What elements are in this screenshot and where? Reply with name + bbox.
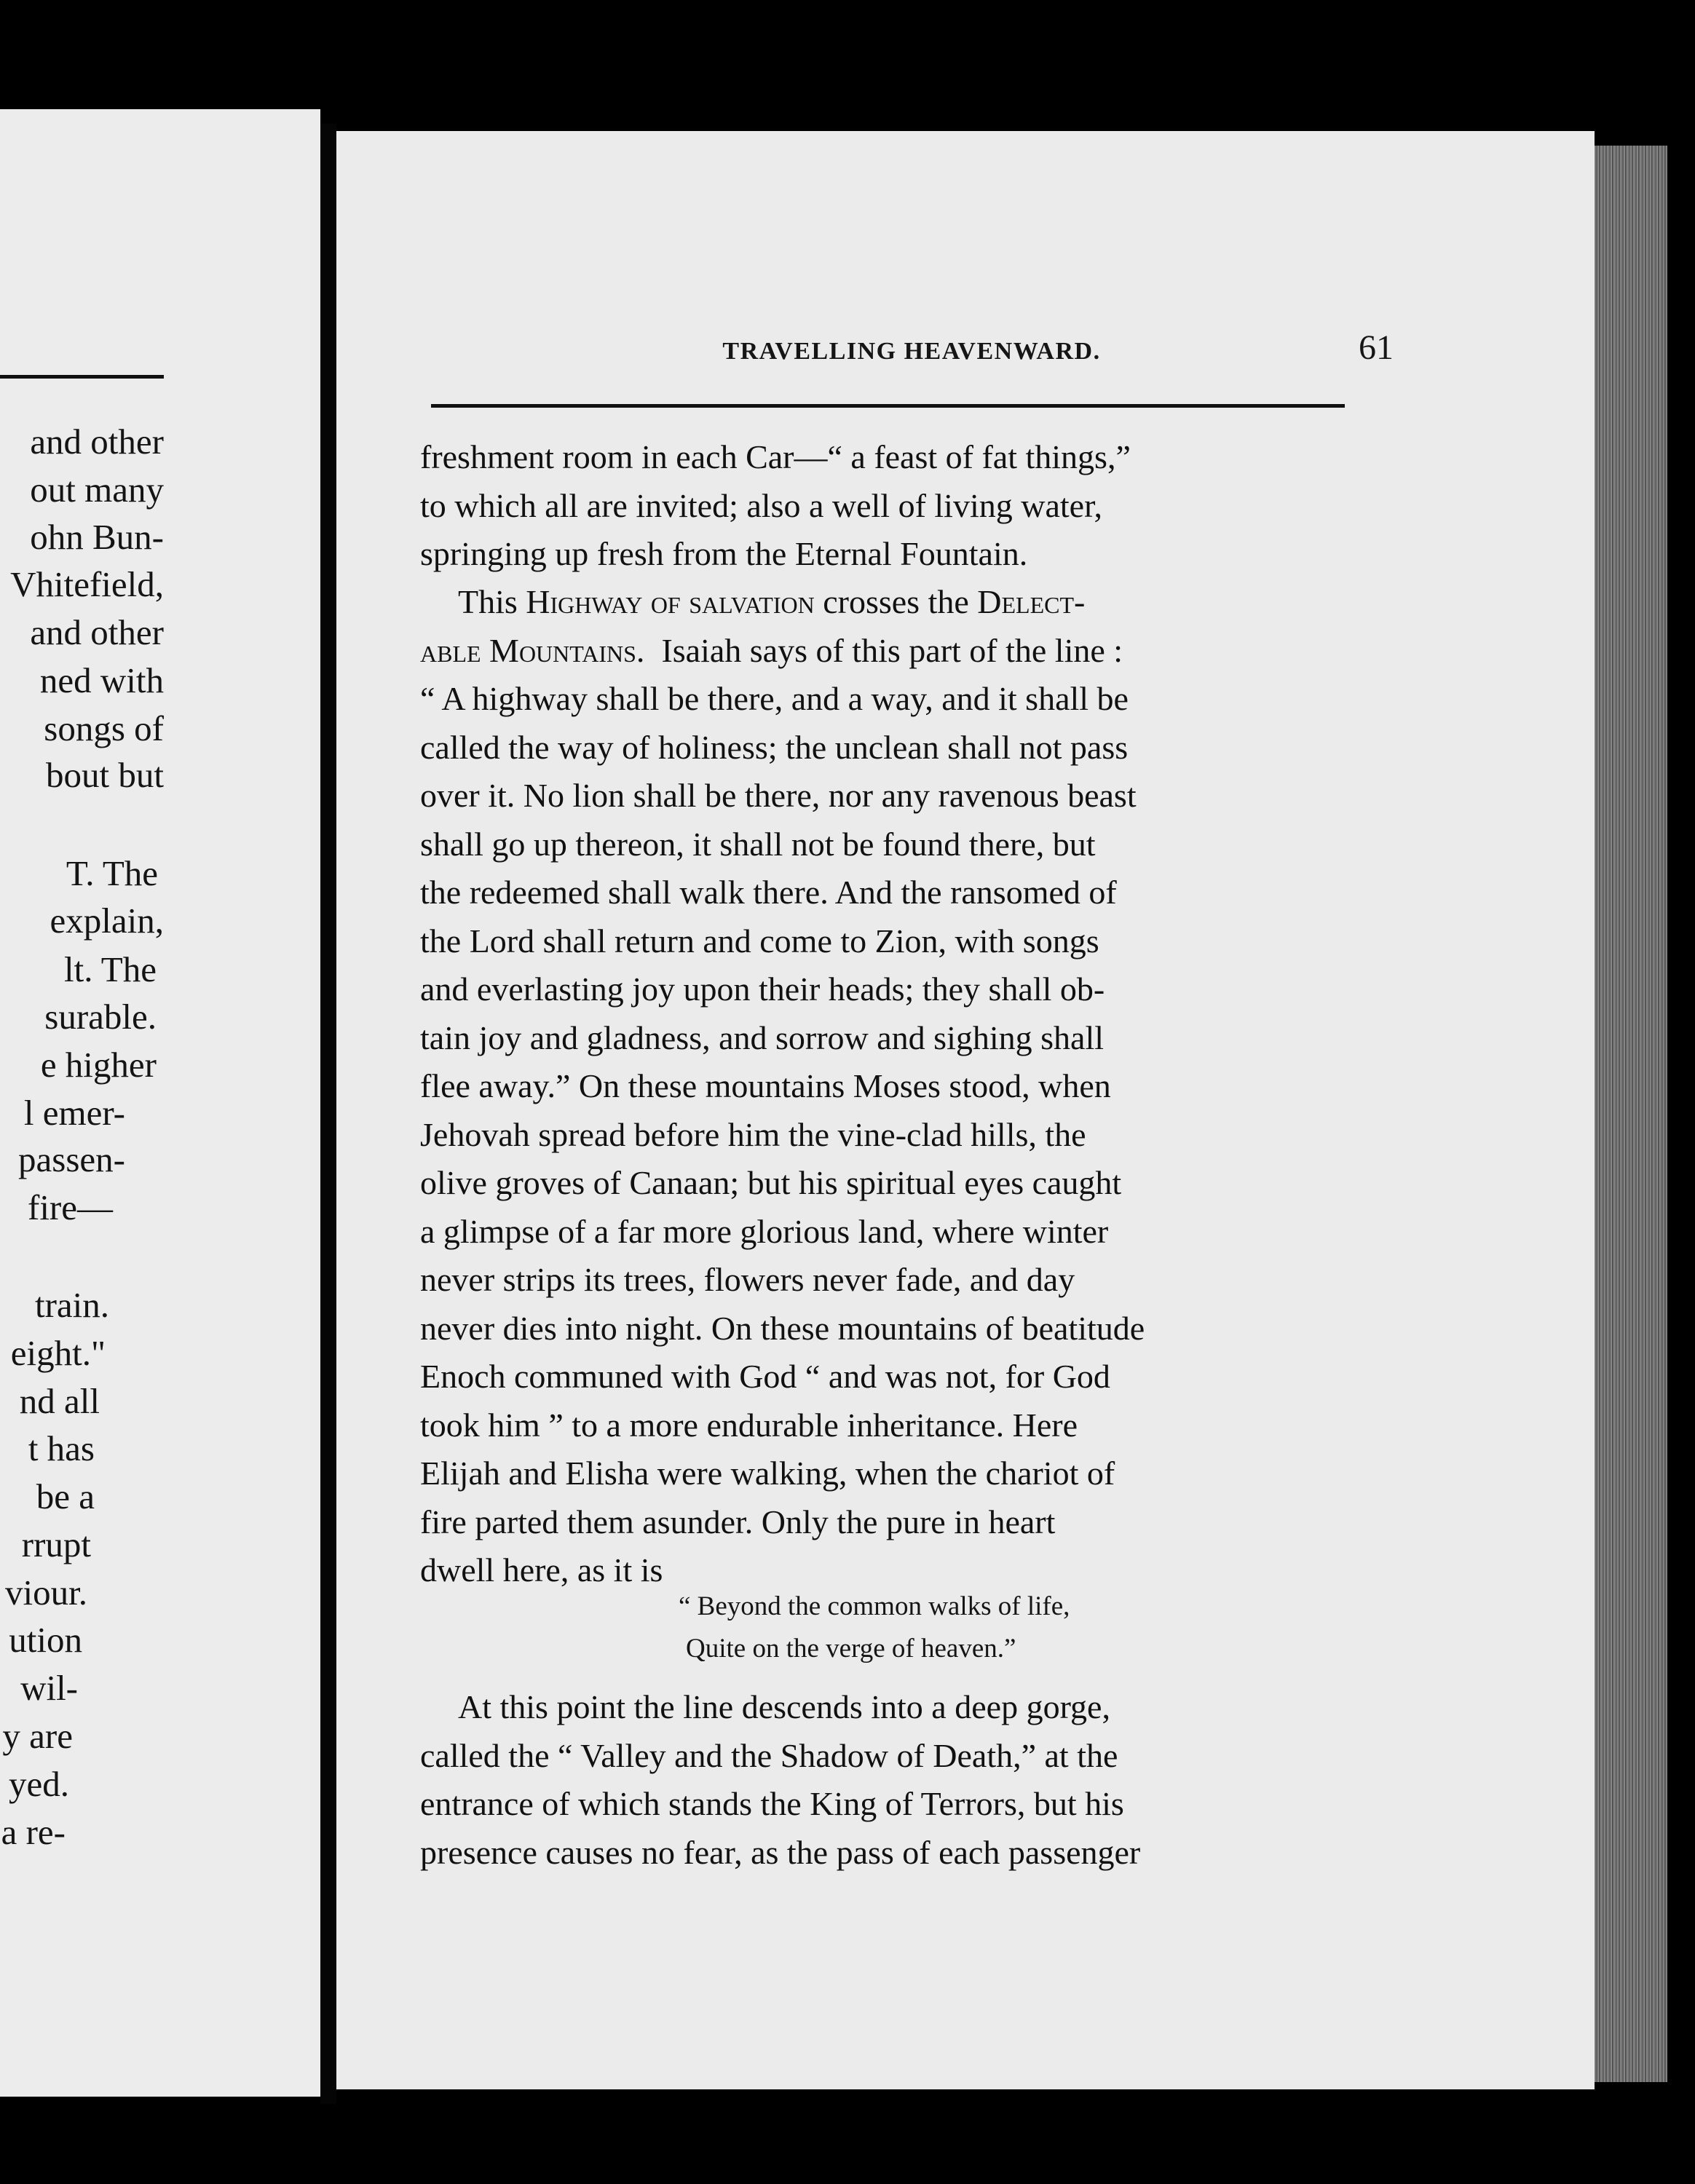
text-line xyxy=(420,965,1345,1014)
paragraph-continuation xyxy=(420,433,1345,579)
left-page-line: y are xyxy=(2,1716,73,1756)
text-fragment: Isaiah says of this part of the line : xyxy=(644,631,1123,669)
left-page-line: train. xyxy=(34,1285,109,1325)
left-page-line: viour. xyxy=(5,1572,87,1613)
text-line xyxy=(420,1683,1345,1732)
text-line xyxy=(420,1208,1345,1257)
left-page-line: ution xyxy=(9,1620,82,1660)
left-page-line: e higher xyxy=(40,1045,157,1085)
page-number: 61 xyxy=(1359,328,1394,367)
text-line xyxy=(420,482,1345,531)
left-page-line: be a xyxy=(36,1476,95,1516)
left-page-line: songs of xyxy=(44,708,164,748)
text-line-content xyxy=(458,578,1085,627)
left-page-line: and other xyxy=(30,612,164,652)
small-caps-term: able Mountains. xyxy=(420,631,645,669)
left-page-line: wil- xyxy=(20,1668,78,1708)
left-page-line: t has xyxy=(28,1428,95,1468)
running-head-title: TRAVELLING HEAVENWARD. xyxy=(722,338,1101,365)
text-line-content: over it. No lion shall be there, nor any ravenous beast xyxy=(420,777,1137,814)
text-fragment: This xyxy=(458,583,526,620)
text-line-content: tain joy and gladness, and sorrow and sighing shall xyxy=(420,1018,1105,1056)
running-head xyxy=(665,328,1394,368)
text-line-content: called the way of holiness; the unclean shall not pass xyxy=(420,728,1129,766)
text-fragment: crosses the xyxy=(814,583,978,620)
left-page-line: Vhitefield, xyxy=(10,564,164,604)
left-page-line: bout but xyxy=(46,755,164,795)
text-line-content xyxy=(420,627,1123,676)
text-line-content: presence causes no fear, as the pass of each passenger xyxy=(420,1833,1141,1871)
text-line-content: “ A highway shall be there, and a way, and it shall be xyxy=(420,680,1129,717)
text-line xyxy=(420,1449,1345,1498)
left-page-line: T. The xyxy=(66,853,158,893)
text-line xyxy=(420,530,1345,579)
verse-quotation xyxy=(679,1586,1261,1670)
left-page-line: out many xyxy=(30,470,164,510)
book-gutter xyxy=(320,124,336,2104)
text-line-content: dwell here, as it is xyxy=(420,1551,663,1588)
text-line-content: flee away.” On these mountains Moses stood, when xyxy=(420,1067,1111,1104)
left-page-line: eight." xyxy=(10,1333,106,1373)
text-line xyxy=(420,1732,1345,1781)
text-line xyxy=(420,1780,1345,1829)
left-page-line: a re- xyxy=(1,1812,66,1852)
text-line xyxy=(420,772,1345,820)
text-line-content: never strips its trees, flowers never fade, and day xyxy=(420,1261,1075,1298)
text-line-content: a glimpse of a far more glorious land, where winter xyxy=(420,1212,1109,1250)
text-line-content: and everlasting joy upon their heads; they shall ob- xyxy=(420,970,1105,1008)
left-page-line: and other xyxy=(30,422,164,462)
text-line xyxy=(420,1062,1345,1111)
verse-line: Quite on the verge of heaven.” xyxy=(686,1634,1016,1663)
text-line-content: called the “ Valley and the Shadow of Death,” at the xyxy=(420,1736,1118,1774)
text-line xyxy=(420,1111,1345,1160)
text-line-content: the redeemed shall walk there. And the ransomed of xyxy=(420,874,1117,911)
text-line-content: entrance of which stands the King of Terrors, but his xyxy=(420,1785,1124,1822)
left-page-line: ned with xyxy=(39,660,164,700)
text-line xyxy=(420,724,1345,772)
text-line-content: springing up fresh from the Eternal Fountain. xyxy=(420,535,1028,572)
text-line xyxy=(420,627,1345,676)
text-line-content: never dies into night. On these mountains of beatitude xyxy=(420,1309,1145,1347)
left-page-line: l emer- xyxy=(23,1093,125,1133)
text-line xyxy=(420,820,1345,869)
left-page-line: nd all xyxy=(19,1381,100,1421)
text-line xyxy=(420,1353,1345,1401)
small-caps-term: Highway of salvation xyxy=(526,583,815,620)
text-line xyxy=(420,1159,1345,1208)
text-line-content: the Lord shall return and come to Zion, with songs xyxy=(420,922,1099,960)
text-line xyxy=(420,1401,1345,1450)
text-line xyxy=(420,1256,1345,1305)
text-line-content: freshment room in each Car—“ a feast of fat things,” xyxy=(420,438,1131,475)
paragraph-valley xyxy=(420,1683,1345,1877)
left-page-rule xyxy=(0,375,164,379)
text-line xyxy=(420,1014,1345,1063)
left-page-line: fire— xyxy=(28,1187,113,1227)
text-line xyxy=(420,917,1345,966)
verse-line: “ Beyond the common walks of life, xyxy=(679,1591,1070,1621)
text-line xyxy=(420,433,1345,482)
text-line-content: Jehovah spread before him the vine-clad hills, the xyxy=(420,1115,1086,1153)
text-line-content: shall go up thereon, it shall not be found there, but xyxy=(420,825,1096,863)
text-line xyxy=(420,578,1345,627)
small-caps-term: Delect- xyxy=(977,583,1086,620)
text-line-content: took him ” to a more endurable inheritance. Here xyxy=(420,1406,1078,1444)
left-page-line: surable. xyxy=(44,997,157,1037)
text-line xyxy=(420,1829,1345,1878)
left-page-line: ohn Bun- xyxy=(30,517,164,557)
left-page-line: explain, xyxy=(50,901,164,941)
text-line xyxy=(420,675,1345,724)
text-line-content: olive groves of Canaan; but his spiritual eyes caught xyxy=(420,1164,1122,1201)
text-line-content: At this point the line descends into a deep gorge, xyxy=(458,1688,1110,1725)
text-line-content: Enoch communed with God “ and was not, for God xyxy=(420,1358,1110,1395)
right-page xyxy=(336,131,1595,2089)
header-rule xyxy=(431,404,1345,408)
text-line-content: fire parted them asunder. Only the pure in heart xyxy=(420,1503,1056,1540)
text-line xyxy=(420,1498,1345,1547)
text-line xyxy=(420,1305,1345,1353)
left-page-line: rrupt xyxy=(21,1524,91,1564)
text-line-content: to which all are invited; also a well of living water, xyxy=(420,486,1103,524)
text-line xyxy=(420,869,1345,917)
left-page-line: lt. The xyxy=(63,949,157,989)
left-page-line: yed. xyxy=(9,1764,69,1804)
paragraph-highway xyxy=(420,578,1345,1595)
left-page-line: passen- xyxy=(18,1139,125,1179)
left-facing-page xyxy=(0,109,320,2097)
text-line-content: Elijah and Elisha were walking, when the chariot of xyxy=(420,1455,1115,1492)
